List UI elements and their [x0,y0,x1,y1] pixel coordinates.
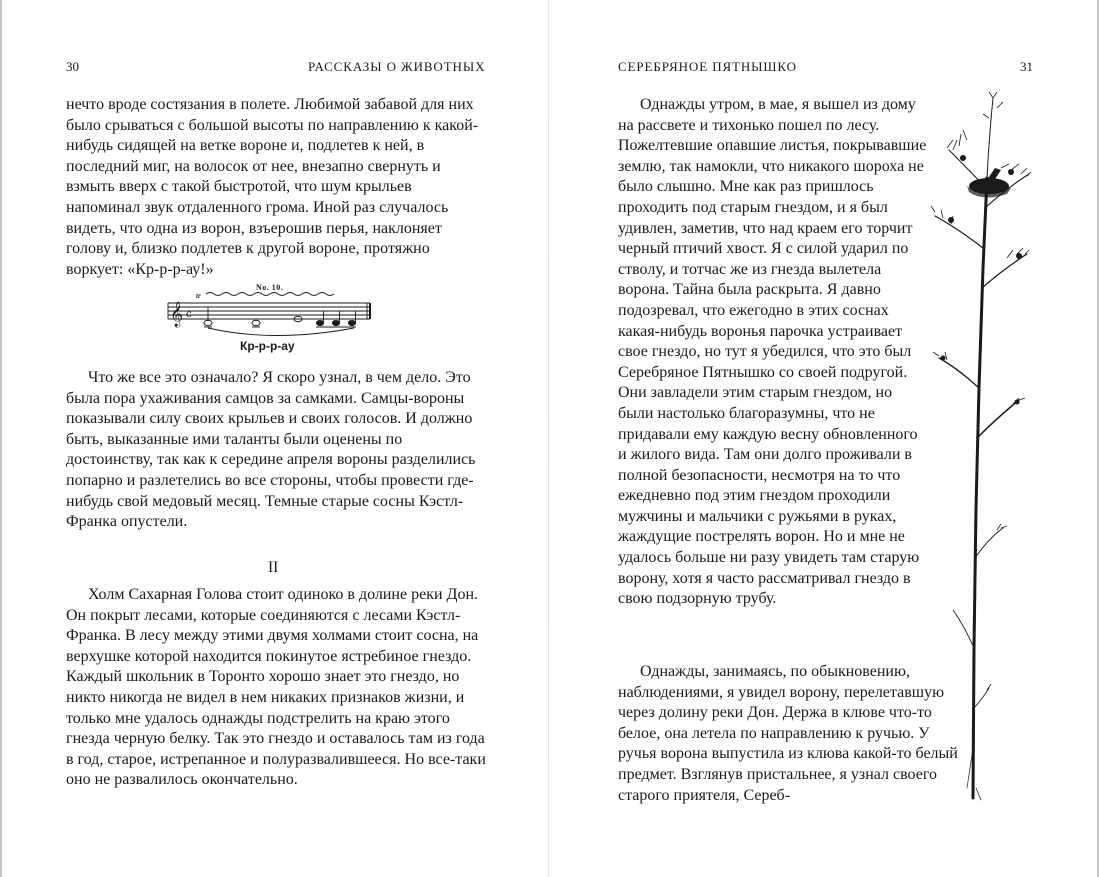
right-page [550,0,1099,877]
paragraph-left-2 [66,368,486,533]
svg-text:tr: tr [196,292,201,300]
paragraph-text: Однажды утром, в мае, я вышел из дому на рассвете и тихонько пошел по лесу. Пожелтевшие опавшие листья, покрывавшие землю, так намокли, что никакого шороха не было слышно. Мне как раз пришлось проходить под старым гнездом, и я был удивлен, заметив, что над краем его торчит черный птичий хвост. Я с силой ударил по стволу, и тотчас же из гнезда вылетела ворона. Тайна была раскрыта. Я давно подозревал, что ежегодно в этих соснах какая-нибудь воронья парочка устраивает свое гнездо, но тут я убедился, что это был Серебряное Пятнышко со своей подругой. Они завладели этим старым гнездом, но были настолько благоразумны, что не придавали ему каждую весну обновленного и жилого вида. Там они долго проживали в полной безопасности, несмотря на то что ежедневно под этим гнездом проходили мужчины и мальчики с ружьями в руках, жаждущие пострелять ворон. Но и мне не удалось больше ни разу увидеть там старую ворону, хотя я часто рассматривал гнездо в свою подзорную трубу. [618,96,927,608]
paragraph-left-1 [66,95,486,280]
tree-illustration [927,88,1037,808]
page-number-left: 30 [66,59,79,74]
page-number-right: 31 [1020,59,1033,74]
paragraph-text: Холм Сахарная Голова стоит одиноко в долине реки Дон. Он покрыт лесами, которые соединяются с лесами Кэстл-Франка. В лесу между этими двумя холмами стоит сосна, на верхушке которой находится покинутое ястребиное гнездо. Каждый школьник в Торонто хорошо знает это гнездо, но никто никогда не видел в нем никаких признаков жизни, и только мне удалось однажды подстрелить на краю этого гнезда черную белку. Так это гнездо и оставалось там из года в год, старое, истрепанное и полуразвалившееся. Но все-таки оно не развалилось окончательно. [66,586,486,789]
section-number: II [268,559,279,576]
paragraph-text: Что же все это означало? Я скоро узнал, в чем дело. Это была пора ухаживания самцов за самками. Самцы-вороны показывали силу своих крыльев и своих голосов. И должно быть, выказанные ими таланты были оценены по достоинству, так как к середине апреля вороны разделились попарно и разлетелись во все стороны, чтобы провести где-нибудь свой медовый месяц. Темные старые сосны Кэстл-Франка опустели. [66,369,476,531]
paragraph-text: Однажды, занимаясь, по обыкновению, наблюдениями, я увидел ворону, перелетавшую через долину реки Дон. Держа в клюве что-то белое, она летела по направлению к ручью. У ручья ворона выпустила из клюва какой-то белый предмет. Взглянув пристальнее, я узнал своего старого приятеля, Сереб- [618,663,958,804]
music-notation [164,283,374,363]
paragraph-text: нечто вроде состязания в полете. Любимой забавой для них было срываться с большой высоты по направлению к какой-нибудь сидящей на ветке вороне и, подлетев к ней, в последний миг, на волосок от нее, внезапно свернуть и взмыть вверх с такой быстротой, что шум крыльев напоминал звук отдаленного грома. Иной раз случалось видеть, что одна из ворон, взъерошив перья, наклоняет голову и, близко подлетев к другой вороне, протяжно воркует: «Кр-р-р-ау!» [66,96,479,278]
music-lyric: Кр-р-р-ау [240,339,295,353]
svg-text:c: c [186,309,192,320]
running-head-right: СЕРЕБРЯНОЕ ПЯТНЫШКО [618,59,797,74]
paragraph-right-2 [618,662,963,806]
left-page [0,0,548,877]
paragraph-left-3 [66,585,486,791]
running-head-left: РАССКАЗЫ О ЖИВОТНЫХ [308,59,486,74]
svg-text:𝄞: 𝄞 [170,302,184,327]
music-number: No. 10. [256,283,284,292]
book-gutter [548,0,549,877]
